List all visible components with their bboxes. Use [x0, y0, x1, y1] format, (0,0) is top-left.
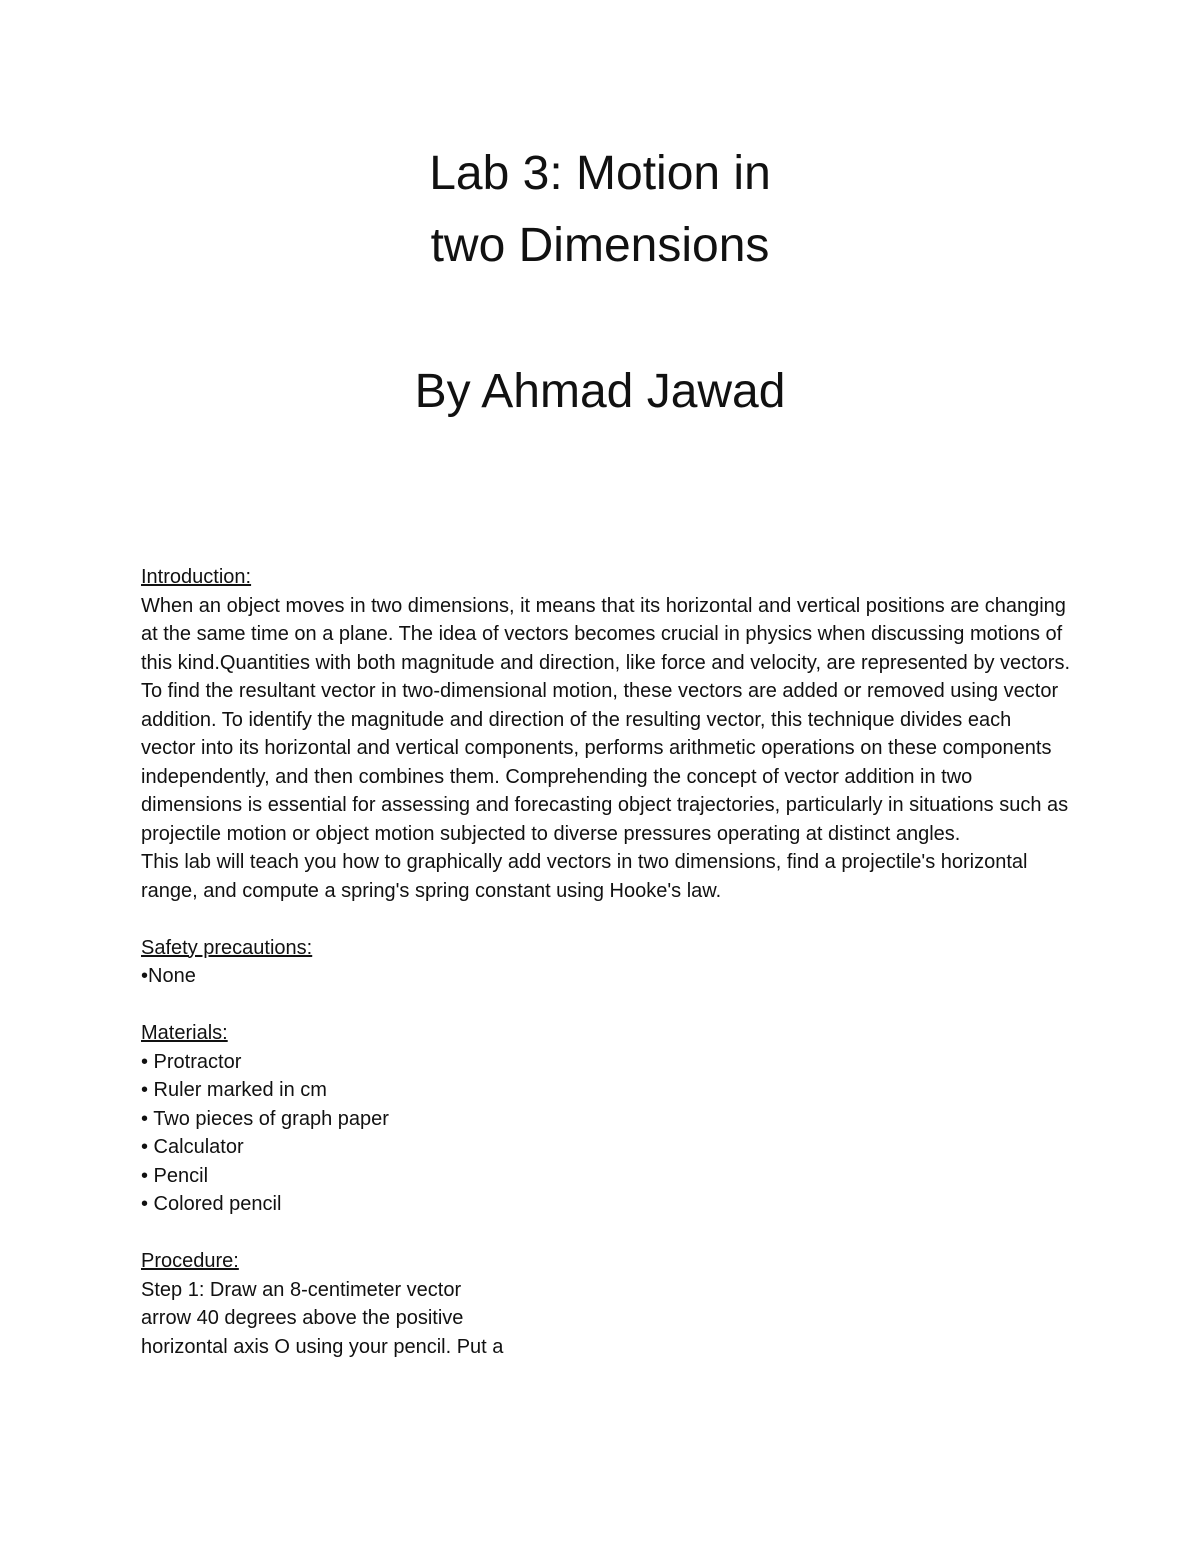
list-item: • Protractor: [141, 1050, 242, 1073]
introduction-paragraph: When an object moves in two dimensions, it means that its horizontal and vertical positions are changing at the same time on a plane. The idea of vectors becomes crucial in physics when discussing motions of this kind.Quantities with both magnitude and direction, like force and velocity, are represented by vectors. To find the resultant vector in two-dimensional motion, these vectors are added or removed using vector addition. To identify the magnitude and direction of the resulting vector, this technique divides each vector into its horizontal and vertical components, performs arithmetic operations on these components independently, and then combines them. Comprehending the concept of vector addition in two dimensions is essential for assessing and forecasting object trajectories, particularly in situations such as projectile motion or object motion subjected to diverse pressures operating at distinct angles.: [141, 594, 1071, 845]
introduction-objective-paragraph: This lab will teach you how to graphically add vectors in two dimensions, find a projectile's horizontal range, and compute a spring's spring constant using Hooke's law.: [141, 851, 1028, 902]
document-body: [141, 563, 1071, 1361]
list-item: • Calculator: [141, 1136, 244, 1158]
procedure-heading: Procedure:: [141, 1250, 239, 1272]
list-item: • Two pieces of graph paper: [141, 1107, 389, 1130]
safety-list: [141, 962, 1071, 991]
list-item: • Ruler marked in cm: [141, 1079, 327, 1101]
materials-list: [141, 1048, 1071, 1219]
section-spacer: [141, 991, 1071, 1020]
procedure-line: arrow 40 degrees above the positive: [141, 1307, 464, 1329]
section-spacer: [141, 905, 1071, 934]
list-item: •None: [141, 965, 196, 987]
introduction-heading: Introduction:: [141, 566, 252, 588]
materials-heading: Materials:: [141, 1022, 228, 1044]
title-line-1: Lab 3: Motion in: [429, 147, 771, 200]
author-line: By Ahmad Jawad: [414, 365, 786, 418]
list-item: • Pencil: [141, 1164, 209, 1187]
title-line-2: two Dimensions: [430, 219, 770, 272]
section-spacer: [141, 1219, 1071, 1248]
procedure-line: Step 1: Draw an 8-centimeter vector: [141, 1278, 462, 1301]
safety-heading: Safety precautions:: [141, 936, 313, 959]
procedure-step-1: [141, 1276, 541, 1362]
list-item: • Colored pencil: [141, 1193, 282, 1215]
procedure-line: horizontal axis O using your pencil. Put a: [141, 1335, 504, 1358]
